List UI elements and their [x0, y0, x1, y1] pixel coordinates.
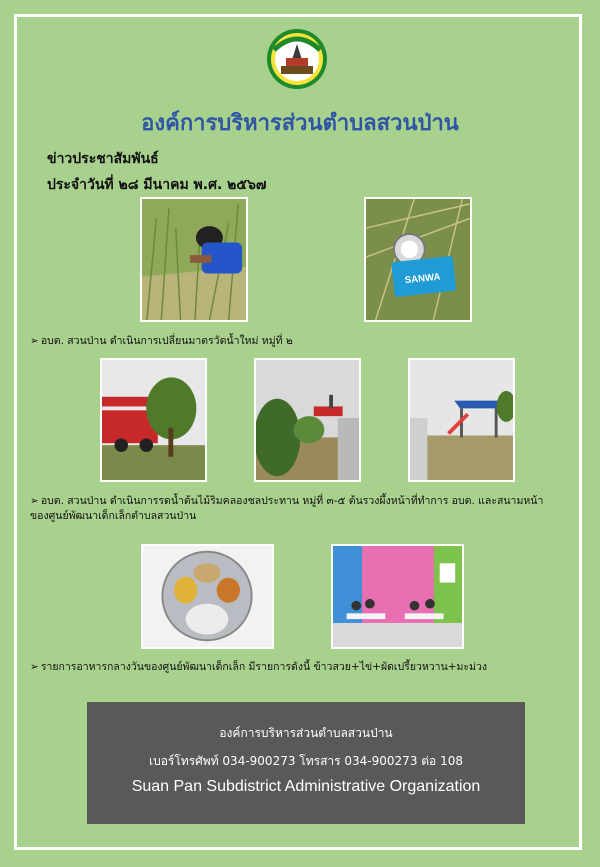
news-label: ข่าวประชาสัมพันธ์	[47, 151, 159, 167]
footer-org-name: องค์การบริหารส่วนตำบลสวนป่าน	[219, 726, 393, 740]
watering-tree-photo	[100, 358, 207, 482]
section-2-caption: ➢ อบต. สวนป่าน ดำเนินการรดน้ำต้นไม้ริมคลองชลประทาน หมู่ที่ ๓-๕ ต้นรวงผึ้งหน้าที่ทำการ อบต. และสนามหน้าของศูนย์พัฒนาเด็กเล็กตำบลสวนป่าน	[30, 495, 544, 523]
worker-installing-meter-photo	[140, 197, 248, 322]
children-eating-photo	[331, 544, 464, 649]
footer-english-name: Suan Pan Subdistrict Administrative Organization	[131, 778, 481, 795]
contact-footer	[87, 702, 525, 824]
organization-title: องค์การบริหารส่วนตำบลสวนป่าน	[141, 111, 459, 136]
organization-logo	[266, 28, 328, 90]
canal-trees-photo	[254, 358, 361, 482]
arrow-bullet-icon: ➢	[30, 661, 39, 673]
sanwa-water-meter-photo	[364, 197, 472, 322]
arrow-bullet-icon: ➢	[30, 335, 39, 347]
section-1-caption: ➢ อบต. สวนป่าน ดำเนินการเปลี่ยนมาตรวัดน้ำใหม่ หมู่ที่ ๒	[30, 335, 293, 347]
playground-photo	[408, 358, 515, 482]
news-date: ประจำวันที่ ๒๘ มีนาคม พ.ศ. ๒๕๖๗	[47, 177, 267, 193]
arrow-bullet-icon: ➢	[30, 495, 39, 507]
section-3-caption: ➢ รายการอาหารกลางวันของศูนย์พัฒนาเด็กเล็ก มีรายการดังนี้ ข้าวสวย+ไข่+ผัดเปรี้ยวหวาน+มะม่วง	[30, 661, 488, 673]
lunch-tray-photo	[141, 544, 274, 649]
sanwa-label: SANWA	[404, 271, 442, 287]
footer-contact: เบอร์โทรศัพท์ 034-900273 โทรสาร 034-900273 ต่อ 108	[149, 754, 463, 768]
